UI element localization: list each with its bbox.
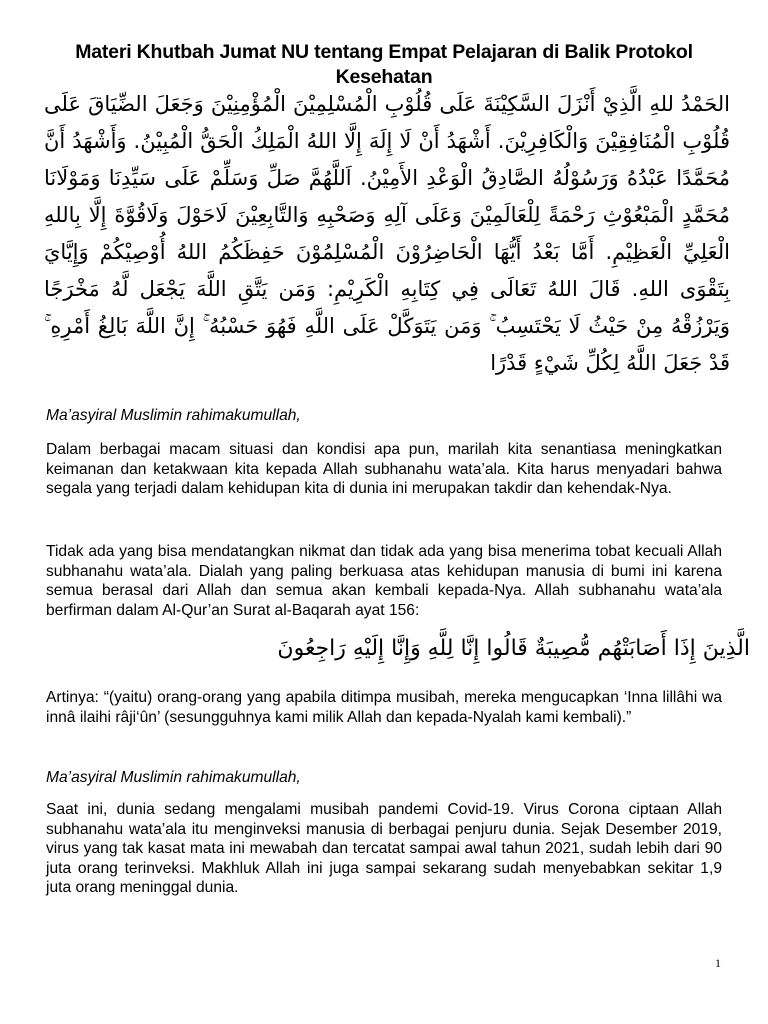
quran-verse-arabic: الَّذِينَ إِذَا أَصَابَتْهُم مُّصِيبَةٌ قَالُوا إِنَّا لِلَّهِ وَإِنَّا إِلَيْهِ رَاجِعُونَ <box>277 636 750 661</box>
greeting-1: Ma’asyiral Muslimin rahimakumullah, <box>46 407 301 424</box>
greeting-2: Ma’asyiral Muslimin rahimakumullah, <box>46 769 301 786</box>
arabic-opening-prayer: الحَمْدُ للهِ الَّذِيْ أَنْزَلَ السَّكِيْنَةَ عَلَى قُلُوْبِ الْمُسْلِمِيْنَ الْمُؤْمِنِيْنَ وَجَعَلَ الضِّيَاقَ عَلَى قُلُوْبِ الْمُنَافِقِيْنَ وَالْكَافِرِيْنَ. أَشْهَدُ أَنْ لَا إِلَهَ إِلَّا اللهُ الْمَلِكُ الْحَقُّ الْمُبِيْنُ. وَأَشْهَدُ أَنَّ مُحَمَّدًا عَبْدُهُ وَرَسُوْلُهُ الصَّادِقُ الْوَعْدِ الأَمِيْنُ. اَللَّهُمَّ صَلِّ وَسَلِّمْ عَلَى سَيِّدِنَا وَمَوْلَانَا مُحَمَّدٍ الْمَبْعُوْثِ رَحْمَةً لِلْعَالَمِيْنَ وَعَلَى آلِهِ وَصَحْبِهِ وَالتَّابِعِيْنَ لَاحَوْلَ وَلَاقُوَّةَ إِلَّا بِاللهِ الْعَلِيِّ الْعَظِيْمِ. أَمَّا بَعْدُ أَيُّهَا الْحَاضِرُوْنَ الْمُسْلِمُوْنَ حَفِظَكُمُ اللهُ أُوْصِيْكُمْ وَإِيَّايَ بِتَقْوَى اللهِ. قَالَ اللهُ تَعَالَى فِي كِتَابِهِ الْكَرِيْمِ: وَمَن يَتَّقِ اللَّهَ يَجْعَل لَّهُ مَخْرَجًا وَيَرْزُقْهُ مِنْ حَيْثُ لَا يَحْتَسِبُ ۚ وَمَن يَتَوَكَّلْ عَلَى اللَّهِ فَهُوَ حَسْبُهُ ۚ إِنَّ اللَّهَ بَالِغُ أَمْرِهِ ۚ قَدْ جَعَلَ اللَّهُ لِكُلِّ شَيْءٍ قَدْرًا <box>44 92 730 375</box>
paragraph-3: Saat ini, dunia sedang mengalami musibah pandemi Covid-19. Virus Corona ciptaan Allah subhanahu wata’ala itu menginveksi manusia di berbagai penjuru dunia. Sejak Desember 2019, virus yang tak kasat mata ini mewabah dan tercatat sampai awal tahun 2021, sudah lebih dari 90 juta orang terinveksi. Makhluk Allah ini juga sampai sekarang sudah menyebabkan sekitar 1,9 juta orang meninggal dunia. <box>46 801 722 896</box>
paragraph-1: Dalam berbagai macam situasi dan kondisi apa pun, marilah kita senantiasa meningkatkan keimanan dan ketakwaan kita kepada Allah subhanahu wata’ala. Kita harus menyadari bahwa segala yang terjadi dalam kehidupan kita di dunia ini merupakan takdir dan kehendak-Nya. <box>46 441 722 497</box>
paragraph-2: Tidak ada yang bisa mendatangkan nikmat dan tidak ada yang bisa menerima tobat kecuali Allah subhanahu wata’ala. Dialah yang paling berkuasa atas kehidupan manusia di bumi ini karena semua berasal dari Allah dan semua akan kembali kepada-Nya. Allah subhanahu wata’ala berfirman dalam Al-Qur’an Surat al-Baqarah ayat 156: <box>46 543 722 619</box>
document-title: Materi Khutbah Jumat NU tentang Empat Pelajaran di Balik Protokol Kesehatan <box>75 41 693 88</box>
verse-translation: Artinya: “(yaitu) orang-orang yang apabila ditimpa musibah, mereka mengucapkan ‘Inna lillâhi wa innâ ilaihi râji‘ûn’ (sesungguhnya kami milik Allah dan kepada-Nyalah kami kembali).” <box>46 689 722 726</box>
page-number: 1 <box>715 956 721 970</box>
